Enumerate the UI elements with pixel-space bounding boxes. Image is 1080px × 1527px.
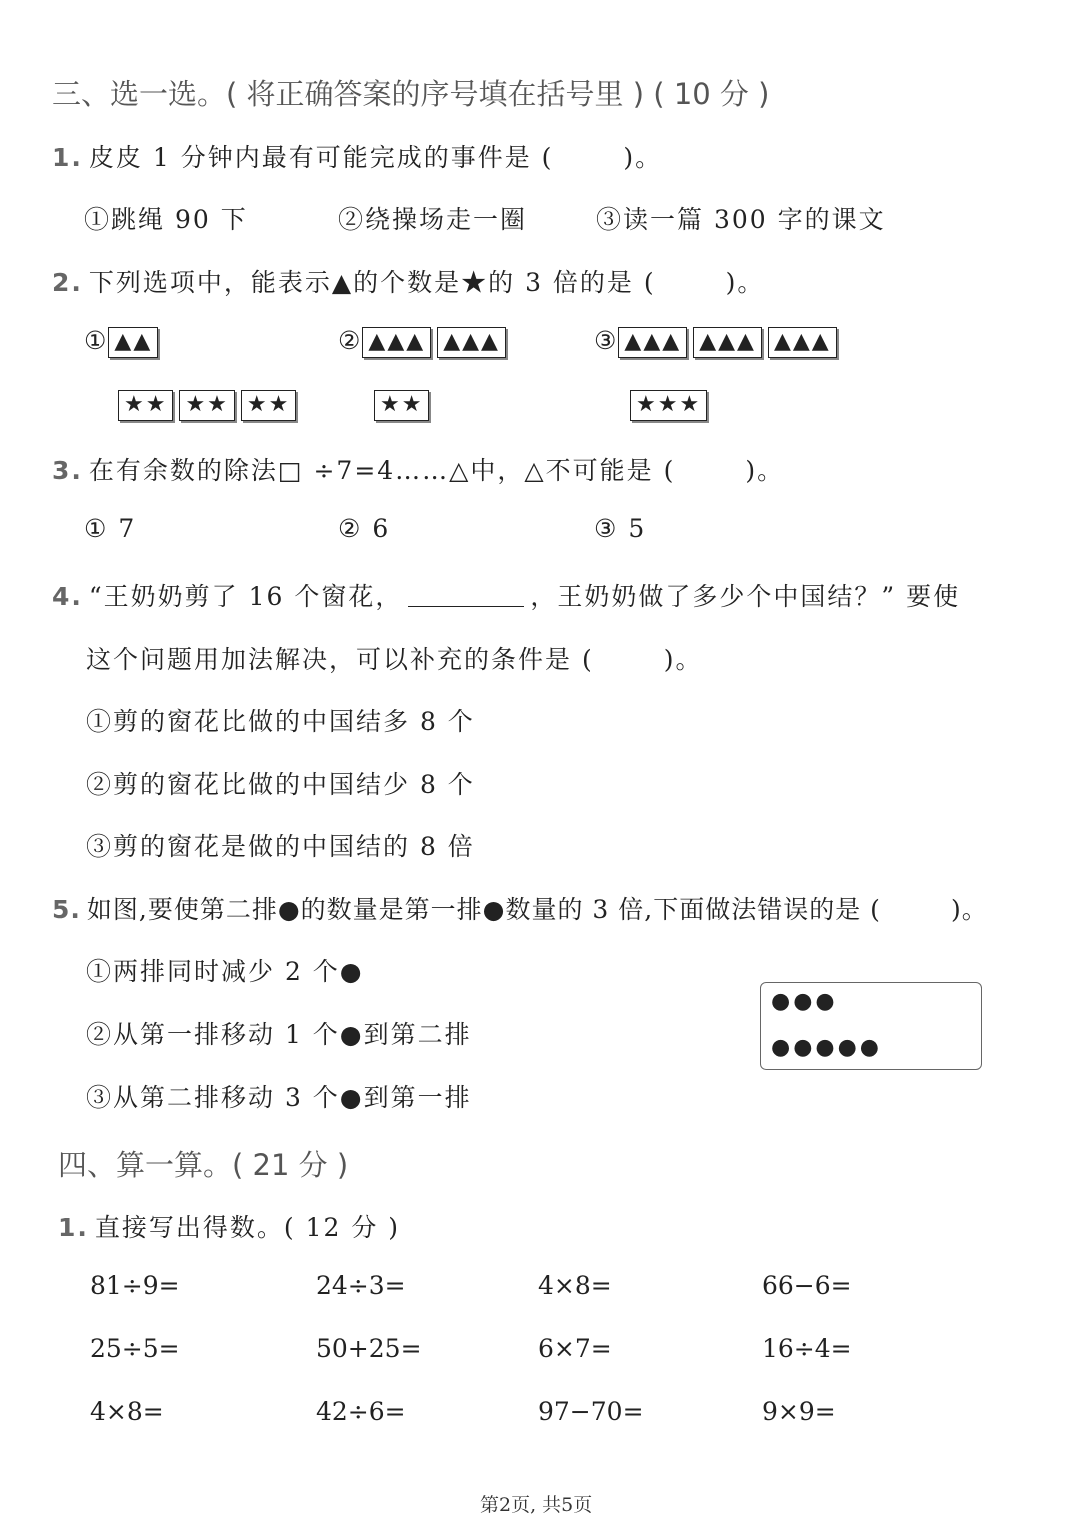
question-1 — [52, 138, 662, 174]
q2-option-3-stars — [630, 389, 713, 421]
page-footer: 第2页, 共5页 — [480, 1494, 593, 1516]
star-box: ★★ — [374, 390, 429, 421]
q5-option-3: ③从第二排移动 3 个●到第一排 — [86, 1083, 472, 1112]
calc-item: 9×9= — [762, 1397, 836, 1426]
question-number: 4. — [52, 582, 83, 611]
q1-option-2: ②绕操场走一圈 — [338, 205, 528, 234]
triangle-box: ▲▲▲ — [618, 327, 687, 358]
q2-option-3-triangles — [594, 326, 843, 358]
question-5 — [52, 890, 988, 926]
fill-blank[interactable] — [408, 584, 524, 607]
q2-option-2-triangles — [338, 326, 512, 358]
star-box: ★★★ — [630, 390, 707, 421]
calc-item: 81÷9= — [90, 1271, 180, 1300]
question-text-a: “王奶奶剪了 16 个窗花， — [88, 582, 403, 611]
q1-option-3: ③读一篇 300 字的课文 — [596, 205, 886, 234]
question-number: 5. — [52, 895, 81, 924]
dot-row-1: ●●● — [771, 989, 838, 1014]
question-text-b: ，王奶奶做了多少个中国结？” 要使 — [530, 582, 961, 611]
q2-option-1-stars — [118, 389, 302, 421]
q2-option-1-triangles — [84, 326, 164, 358]
star-box: ★★ — [241, 390, 296, 421]
question-4 — [52, 577, 960, 613]
q3-option-2: ② 6 — [338, 514, 391, 543]
dots-figure — [760, 982, 982, 1070]
question-text: 直接写出得数。( 12 分 ) — [94, 1213, 401, 1242]
question-text: 如图,要使第二排●的数量是第一排●数量的 3 倍,下面做法错误的是 ( — [86, 895, 881, 924]
question-text: 下列选项中，能表示▲的个数是★的 3 倍的是 ( — [88, 268, 656, 297]
dot-row-2: ●●●●● — [771, 1035, 882, 1060]
question-end: )。 — [745, 456, 785, 485]
q2-option-2-stars — [374, 389, 435, 421]
calc-item: 50+25= — [316, 1334, 422, 1363]
triangle-box: ▲▲ — [108, 327, 158, 358]
calc-item: 97−70= — [538, 1397, 644, 1426]
question-text: 这个问题用加法解决，可以补充的条件是 ( — [86, 645, 594, 674]
q5-option-1: ①两排同时减少 2 个● — [86, 957, 364, 986]
question-end: )。 — [725, 268, 765, 297]
star-box: ★★ — [179, 390, 234, 421]
section-3-title: 三、选一选。( 将正确答案的序号填在括号里 ) ( 10 分 ) — [52, 77, 770, 111]
question-2 — [52, 263, 764, 299]
question-end: )。 — [623, 143, 663, 172]
section-4-title: 四、算一算。( 21 分 ) — [58, 1148, 349, 1182]
option-label: ① — [84, 326, 109, 355]
s4-question-1 — [58, 1208, 400, 1244]
calc-item: 4×8= — [90, 1397, 164, 1426]
question-number: 2. — [52, 268, 83, 297]
calc-item: 6×7= — [538, 1334, 612, 1363]
q3-option-3: ③ 5 — [594, 514, 647, 543]
calc-item: 66−6= — [762, 1271, 852, 1300]
question-number: 1. — [58, 1213, 89, 1242]
triangle-box: ▲▲▲ — [693, 327, 762, 358]
triangle-box: ▲▲▲ — [768, 327, 837, 358]
q5-option-2: ②从第一排移动 1 个●到第二排 — [86, 1020, 472, 1049]
q3-option-1: ① 7 — [84, 514, 137, 543]
question-end: )。 — [663, 645, 703, 674]
q1-option-1: ①跳绳 90 下 — [84, 205, 248, 234]
calc-item: 42÷6= — [316, 1397, 406, 1426]
calc-item: 16÷4= — [762, 1334, 852, 1363]
q4-option-2: ②剪的窗花比做的中国结少 8 个 — [86, 770, 475, 799]
q4-option-1: ①剪的窗花比做的中国结多 8 个 — [86, 707, 475, 736]
question-number: 3. — [52, 456, 83, 485]
triangle-box: ▲▲▲ — [362, 327, 431, 358]
question-number: 1. — [52, 143, 83, 172]
question-3 — [52, 451, 784, 487]
question-end: )。 — [950, 895, 988, 924]
option-label: ③ — [594, 326, 619, 355]
calc-item: 24÷3= — [316, 1271, 406, 1300]
triangle-box: ▲▲▲ — [437, 327, 506, 358]
question-text: 在有余数的除法□ ÷7=4……△中，△不可能是 ( — [88, 456, 676, 485]
question-text: 皮皮 1 分钟内最有可能完成的事件是 ( — [88, 143, 554, 172]
calc-item: 25÷5= — [90, 1334, 180, 1363]
star-box: ★★ — [118, 390, 173, 421]
calc-item: 4×8= — [538, 1271, 612, 1300]
option-label: ② — [338, 326, 363, 355]
q4-option-3: ③剪的窗花是做的中国结的 8 倍 — [86, 832, 475, 861]
question-4-line2 — [86, 640, 702, 676]
